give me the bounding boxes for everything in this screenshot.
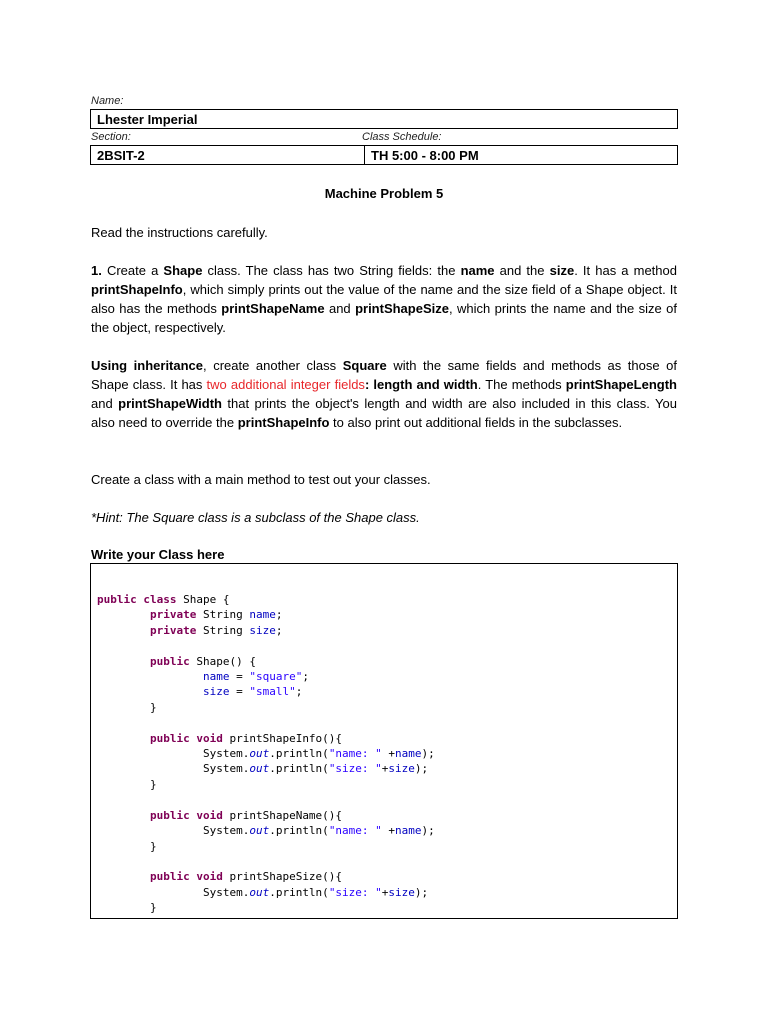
- code-token: =: [229, 670, 250, 684]
- code-token: "small": [249, 685, 296, 699]
- code-answer-box: [90, 563, 678, 919]
- code-token: .println(: [269, 885, 329, 899]
- p2-bold-square: Square: [342, 358, 387, 373]
- code-listing: [97, 592, 435, 916]
- p1-text-7: , which prints the name and the size of the object, respectively.: [91, 301, 677, 335]
- instruction-paragraph-1: [91, 261, 677, 337]
- p2-bold-inheritance: Using inheritance: [91, 358, 204, 373]
- code-token: .println(: [269, 762, 329, 776]
- p1-text-3: and the: [494, 263, 550, 278]
- name-value: Lhester Imperial: [97, 112, 198, 127]
- p2-red-integer-fields: two additional integer fields: [206, 377, 365, 392]
- code-token: [97, 870, 150, 883]
- code-line: [97, 885, 435, 900]
- schedule-label: Class Schedule:: [362, 131, 442, 143]
- section-value: 2BSIT-2: [97, 148, 145, 163]
- p1-text-5: , which simply prints out the value of the name and the size field of a Shape object. It also has the methods: [91, 282, 677, 316]
- schedule-value: TH 5:00 - 8:00 PM: [371, 148, 479, 163]
- code-token: printShapeInfo(){: [222, 731, 343, 745]
- code-token: ;: [275, 608, 283, 622]
- code-line: [97, 700, 435, 715]
- code-token: ;: [295, 685, 303, 699]
- code-token: public class: [97, 593, 177, 606]
- intro-text: Read the instructions carefully.: [91, 225, 268, 240]
- code-line: [97, 638, 435, 653]
- code-token: [97, 670, 203, 683]
- code-line: [97, 623, 435, 638]
- code-token: ;: [275, 623, 283, 637]
- name-field: [90, 109, 678, 129]
- code-line: [97, 839, 435, 854]
- p2-text-1: , create another class: [203, 358, 343, 373]
- code-token: out: [249, 762, 270, 776]
- code-token: name: [202, 670, 230, 684]
- code-token: [97, 624, 150, 637]
- code-token: );: [414, 885, 429, 899]
- code-token: +: [381, 885, 389, 899]
- p1-bold-shape: Shape: [163, 263, 203, 278]
- section-field: [90, 145, 365, 165]
- section-label: Section:: [91, 131, 131, 143]
- code-line: [97, 731, 435, 746]
- code-token: Shape {: [176, 593, 230, 606]
- code-token: System.: [97, 762, 250, 776]
- code-line: [97, 746, 435, 761]
- p2-bold-printshapelength: printShapeLength: [565, 377, 677, 392]
- code-token: name: [249, 608, 276, 622]
- code-token: String: [196, 623, 250, 637]
- code-token: public void: [149, 808, 223, 822]
- code-line: [97, 900, 435, 915]
- code-token: }: [97, 901, 157, 915]
- code-line: [97, 592, 435, 607]
- code-token: printShapeName(){: [222, 808, 343, 822]
- p2-text-6: to also print out additional fields in the subclasses.: [329, 415, 623, 430]
- code-token: "square": [249, 670, 303, 684]
- code-token: +: [381, 824, 396, 838]
- code-token: Shape() {: [189, 654, 256, 668]
- code-token: );: [421, 747, 435, 761]
- code-line: [97, 715, 435, 730]
- instruction-paragraph-2: [91, 356, 677, 432]
- code-token: private: [149, 608, 197, 622]
- code-token: private: [149, 623, 197, 637]
- code-line: [97, 808, 435, 823]
- code-line: [97, 854, 435, 869]
- code-line: [97, 684, 435, 699]
- code-token: String: [196, 608, 250, 622]
- document-title: Machine Problem 5: [324, 186, 444, 201]
- code-token: printShapeSize(){: [222, 870, 343, 884]
- p1-text-4: . It has a method: [574, 263, 677, 278]
- code-token: "size: ": [328, 885, 382, 899]
- code-token: +: [381, 762, 389, 776]
- name-label: Name:: [91, 95, 124, 107]
- code-token: [97, 685, 203, 698]
- code-token: System.: [97, 885, 250, 899]
- schedule-field: [364, 145, 678, 165]
- p1-text-1: Create a: [101, 263, 164, 278]
- code-token: public void: [149, 731, 223, 745]
- code-line: [97, 823, 435, 838]
- item-number: 1.: [91, 263, 102, 278]
- code-token: size: [249, 623, 276, 637]
- code-token: out: [249, 824, 270, 838]
- code-line: [97, 607, 435, 622]
- code-token: +: [381, 747, 396, 761]
- code-token: name: [395, 824, 422, 838]
- code-token: .println(: [269, 824, 329, 838]
- code-token: );: [414, 762, 429, 776]
- code-line: [97, 869, 435, 884]
- p2-bold-printshapeinfo: printShapeInfo: [237, 415, 330, 430]
- write-class-heading: Write your Class here: [91, 547, 225, 562]
- code-line: [97, 792, 435, 807]
- p2-text-5: that prints the object's length and width are also included in this class. You also need to override the: [91, 396, 677, 430]
- p1-bold-name: name: [460, 263, 495, 278]
- p1-bold-printshapesize: printShapeSize: [355, 301, 449, 316]
- main-method-instruction: Create a class with a main method to test out your classes.: [91, 472, 431, 487]
- p1-text-2: class. The class has two String fields: the: [202, 263, 461, 278]
- p1-bold-printshapename: printShapeName: [221, 301, 325, 316]
- code-token: "size: ": [328, 762, 382, 776]
- p2-bold-length-width: : length and width: [364, 377, 478, 392]
- code-token: }: [97, 839, 157, 853]
- p1-bold-size: size: [549, 263, 575, 278]
- code-token: public void: [149, 870, 223, 884]
- code-token: ;: [302, 670, 309, 684]
- code-token: name: [395, 747, 422, 761]
- code-line: [97, 669, 435, 684]
- code-token: =: [229, 685, 250, 699]
- code-token: }: [97, 777, 157, 791]
- code-token: }: [97, 700, 157, 714]
- code-token: size: [388, 885, 415, 899]
- code-token: "name: ": [328, 824, 382, 838]
- p2-bold-printshapewidth: printShapeWidth: [118, 396, 222, 411]
- code-token: );: [421, 824, 435, 838]
- code-token: [97, 809, 150, 822]
- code-token: size: [388, 762, 415, 776]
- code-token: [97, 608, 150, 621]
- p1-text-6: and: [324, 301, 356, 316]
- code-token: System.: [97, 824, 250, 838]
- p2-text-3: . The methods: [477, 377, 566, 392]
- code-token: System.: [97, 747, 250, 761]
- code-token: size: [202, 685, 230, 699]
- p2-text-2: with the same fields and methods as those of Shape class. It has: [91, 358, 678, 392]
- hint-text: *Hint: The Square class is a subclass of the Shape class.: [91, 510, 420, 525]
- code-token: "name: ": [328, 747, 382, 761]
- code-token: .println(: [269, 747, 329, 761]
- code-token: out: [249, 747, 270, 761]
- code-token: [97, 732, 150, 745]
- code-token: [97, 655, 150, 668]
- p2-text-4: and: [91, 396, 119, 411]
- code-line: [97, 654, 435, 669]
- code-line: [97, 777, 435, 792]
- code-line: [97, 761, 435, 776]
- code-token: out: [249, 885, 270, 899]
- p1-bold-printshapeinfo: printShapeInfo: [91, 282, 183, 297]
- code-token: public: [149, 654, 190, 668]
